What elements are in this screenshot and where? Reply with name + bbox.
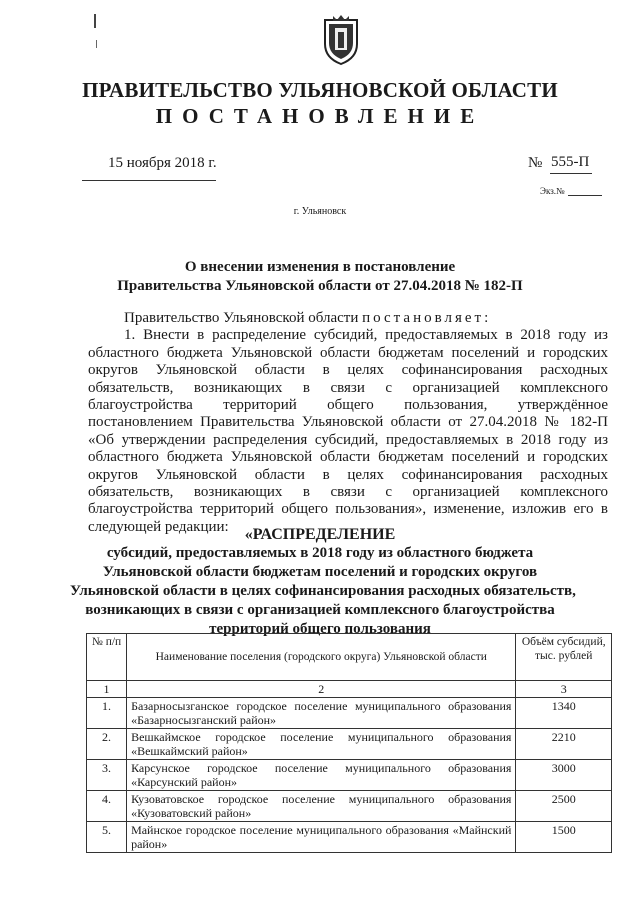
table-row xyxy=(87,698,612,729)
annex-line: субсидий, предоставляемых в 2018 году из областного бюджета xyxy=(106,545,534,561)
subsidy-table xyxy=(86,633,612,853)
number-underline xyxy=(550,173,592,174)
decree-prefix: Правительство Ульяновской области xyxy=(124,310,359,326)
table-row xyxy=(87,822,612,853)
table-row xyxy=(87,729,612,760)
annex-line: Ульяновской области в целях софинансирования расходных обязательств, xyxy=(70,583,576,599)
row-name: Карсунское городское поселение муниципального образования «Карсунский район» xyxy=(127,760,516,791)
city: г. Ульяновск xyxy=(293,206,347,217)
row-num: 2. xyxy=(87,729,127,760)
annex-line: возникающих в связи с организацией комплексного благоустройства xyxy=(85,602,555,618)
annex-heading xyxy=(70,525,576,639)
header-name: Наименование поселения (городского округа) Ульяновской области xyxy=(127,634,516,681)
coat-of-arms-icon xyxy=(319,14,363,66)
number-label: № xyxy=(528,155,543,171)
government-name: ПРАВИТЕЛЬСТВО УЛЬЯНОВСКОЙ ОБЛАСТИ xyxy=(82,78,558,102)
index-cell: 3 xyxy=(516,681,612,698)
margin-mark xyxy=(94,14,96,28)
row-num: 4. xyxy=(87,791,127,822)
index-cell: 2 xyxy=(127,681,516,698)
header-num: № п/п xyxy=(87,634,127,681)
annex-line: Ульяновской области бюджетам поселений и городских округов xyxy=(102,564,538,580)
document-subject xyxy=(80,258,560,296)
document-type: ПОСТАНОВЛЕНИЕ xyxy=(155,104,485,128)
document-date: 15 ноября 2018 г. xyxy=(108,155,217,171)
copy-number-underline xyxy=(568,195,602,196)
subject-line: Правительства Ульяновской области от 27.04.2018 № 182-П xyxy=(117,278,523,294)
row-amount: 2500 xyxy=(516,791,612,822)
row-num: 3. xyxy=(87,760,127,791)
date-underline xyxy=(82,180,216,181)
table-header-row xyxy=(87,634,612,681)
table-row xyxy=(87,760,612,791)
document-body xyxy=(88,310,608,536)
table-row xyxy=(87,791,612,822)
copy-number-label: Экз.№ xyxy=(540,186,565,196)
row-amount: 1500 xyxy=(516,822,612,853)
row-amount: 1340 xyxy=(516,698,612,729)
decree-statement xyxy=(88,310,608,327)
margin-mark xyxy=(96,40,97,48)
subject-line: О внесении изменения в постановление xyxy=(184,259,456,275)
index-cell: 1 xyxy=(87,681,127,698)
row-num: 5. xyxy=(87,822,127,853)
row-amount: 2210 xyxy=(516,729,612,760)
header-amount: Объём субсидий, тыс. рублей xyxy=(516,634,612,681)
row-name: Майнское городское поселение муниципального образования «Майнский район» xyxy=(127,822,516,853)
row-amount: 3000 xyxy=(516,760,612,791)
row-name: Кузоватовское городское поселение муниципального образования «Кузоватовский район» xyxy=(127,791,516,822)
annex-title: «РАСПРЕДЕЛЕНИЕ xyxy=(244,526,396,543)
decree-word: постановляет: xyxy=(362,310,492,326)
table-index-row xyxy=(87,681,612,698)
paragraph-1: 1. Внести в распределение субсидий, предоставляемых в 2018 году из областного бюджета Ульяновской области бюджетам поселений и городских округов Ульяновской области в целях софинансирования расходных обязательств, возникающих в связи с организацией комплексного благоустройства территорий общего пользования, утверждённое постановлением Правительства Ульяновской области от 27.04.2018 № 182-П «Об утверждении распределения субсидий, предоставляемых в 2018 году из областного бюджета Ульяновской области бюджетам поселений и городских округов Ульяновской области в целях софинансирования расходных обязательств, возникающих в связи с организацией комплексного благоустройства территорий общего пользования», изменение, изложив его в следующей редакции: xyxy=(88,327,608,535)
row-num: 1. xyxy=(87,698,127,729)
row-name: Вешкаймское городское поселение муниципального образования «Вешкаймский район» xyxy=(127,729,516,760)
annex-line: территорий общего пользования xyxy=(209,621,431,637)
document-number: 555-П xyxy=(551,154,590,170)
row-name: Базарносызганское городское поселение муниципального образования «Базарносызганский район» xyxy=(127,698,516,729)
